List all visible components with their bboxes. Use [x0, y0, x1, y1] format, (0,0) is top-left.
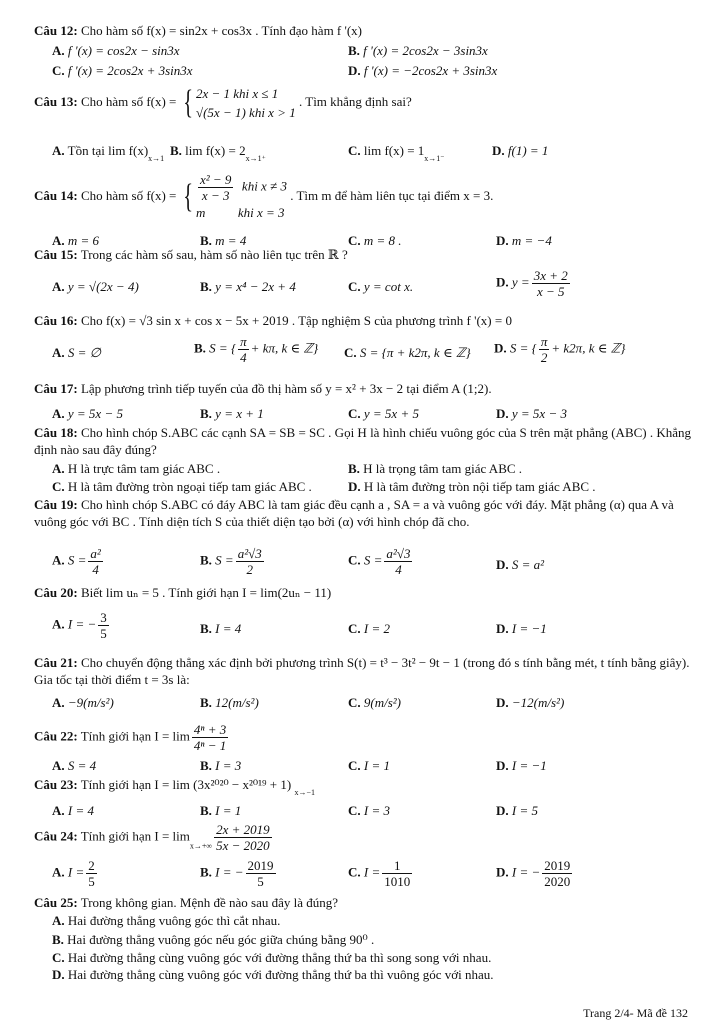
answer-a[interactable]: A. I = 4 — [52, 803, 94, 818]
answer-b[interactable]: B. I = − $\frac{2019}{5}$ — [200, 858, 274, 889]
question-label: Câu 19: — [34, 497, 78, 512]
question-12 — [34, 22, 704, 39]
answer-b[interactable]: B. $\lim f(x) = 2_{x\to 1^+}$ — [170, 143, 266, 163]
fraction: $\frac{2019}{5}$ — [247, 858, 274, 889]
fraction: $\frac{\text{a²√3}}{4}$ — [386, 546, 411, 577]
question-16 — [34, 312, 704, 329]
answer-b[interactable]: B. y = x⁴ − 2x + 4 — [200, 279, 296, 294]
question-label: Câu 22: — [34, 728, 78, 744]
question-text-end: . Tìm khẳng định sai? — [298, 93, 412, 109]
answer-d[interactable]: D. f(1) = 1 — [492, 143, 549, 158]
fraction: $\frac{\text{a²}}{4}$ — [90, 546, 101, 577]
answer-a[interactable]: A. −9(m/s²) — [52, 695, 114, 710]
fraction: $\frac{3}{5}$ — [100, 610, 107, 641]
answer-a[interactable]: A. y = √(2x − 4) — [52, 279, 139, 294]
answer-a[interactable]: A. S = 4 — [52, 758, 97, 773]
fraction: $\frac{\text{x² − 9}}{x - 3}$ — [199, 172, 232, 203]
answer-c[interactable]: C. y = cot x. — [348, 279, 414, 294]
limit-subscript: x→−1 — [294, 788, 315, 797]
question-label: Câu 20: — [34, 585, 78, 600]
question-text: Trong không gian. Mệnh đề nào sau đây là đúng? — [80, 895, 339, 910]
question-label: Câu 17: — [34, 381, 78, 396]
answer-d[interactable]: D. I = −1 — [496, 758, 547, 773]
question-25 — [34, 894, 704, 911]
fraction: $\frac{1}{1010}$ — [384, 858, 411, 889]
question-text: Cho hàm số f(x) = sin2x + cos3x . Tính đạo hàm f '(x) — [80, 23, 363, 38]
question-label: Câu 15: — [34, 247, 78, 262]
question-23 — [34, 776, 704, 801]
question-22 — [34, 722, 704, 753]
answer-b[interactable]: B. f '(x) = 2cos2x − 3sin3x — [348, 43, 488, 58]
answer-b[interactable]: B. y = x + 1 — [200, 406, 264, 421]
answer-a[interactable]: A. Tồn tại $\lim f(x)_{x\to 1}$ — [52, 143, 165, 163]
answer-b[interactable]: B. Hai đường thẳng vuông góc nếu góc giữa chúng bằng 90⁰ . — [52, 932, 375, 947]
answer-c[interactable]: C. I = 3 — [348, 803, 390, 818]
question-text-end: . Tìm m để hàm liên tục tại điểm x = 3. — [290, 187, 494, 203]
fraction: $\frac{\pi}{4}$ — [240, 334, 247, 365]
answer-d[interactable]: D. I = − $\frac{2019}{2020}$ — [496, 858, 571, 889]
question-20 — [34, 584, 704, 601]
fraction: $\frac{2x + 2019}{5x - 2020}$ — [216, 822, 270, 853]
answer-d[interactable]: D. I = −1 — [496, 621, 547, 636]
question-text: Cho hàm số f(x) = — [80, 93, 177, 109]
answer-b[interactable]: B. I = 4 — [200, 621, 242, 636]
question-text: Cho chuyển động thẳng xác định bởi phương trình S(t) = t³ − 3t² − 9t − 1 (trong đó s tính bằng mét, t tính bằng giây). Gia tốc tại thời điểm t = 3s là: — [34, 655, 690, 687]
answer-a[interactable]: A. S = ∅ — [52, 345, 101, 360]
answer-b[interactable]: B. H là trọng tâm tam giác ABC . — [348, 461, 523, 476]
fraction: $\frac{2}{5}$ — [88, 858, 95, 889]
answer-a[interactable]: A. I = $\frac{2}{5}$ — [52, 858, 95, 889]
question-label: Câu 16: — [34, 313, 78, 328]
answer-b[interactable]: B. 12(m/s²) — [200, 695, 259, 710]
answer-a[interactable]: A. S = $\frac{\text{a²}}{4}$ — [52, 546, 101, 577]
limit-subscript: x→+∞ — [189, 841, 213, 851]
piecewise-cases: $\frac{\text{x² − 9}}{x - 3}$ khi x ≠ 3 m khi x = 3 — [195, 172, 287, 220]
answer-b[interactable]: B. I = 3 — [200, 758, 242, 773]
answer-b[interactable]: B. m = 4 — [200, 233, 247, 248]
question-text: Tính giới hạn I = lim — [80, 728, 190, 744]
question-label: Câu 25: — [34, 895, 78, 910]
question-24 — [34, 822, 704, 854]
question-18 — [34, 424, 704, 458]
question-label: Câu 13: — [34, 93, 78, 109]
question-text: Cho f(x) = √3 sin x + cos x − 5x + 2019 . Tập nghiệm S của phương trình f '(x) = 0 — [80, 313, 512, 328]
answer-c[interactable]: C. y = 5x + 5 — [348, 406, 419, 421]
question-label: Câu 14: — [34, 187, 78, 203]
answer-a[interactable]: A. m = 6 — [52, 233, 100, 248]
question-text: Cho hình chóp S.ABC có đáy ABC là tam giác đều cạnh a , SA = a và vuông góc với đáy. Mặt phẳng (α) qua A và vuông góc với BC . Tính diện tích S của thiết diện tạo bởi (α) với hình chóp đã cho. — [34, 497, 674, 529]
answer-c[interactable]: C. Hai đường thẳng cùng vuông góc với đường thẳng thứ ba thì song song với nhau. — [52, 950, 492, 965]
answer-c[interactable]: C. f '(x) = 2cos2x + 3sin3x — [52, 63, 193, 78]
question-text: Cho hình chóp S.ABC các cạnh SA = SB = SC . Gọi H là hình chiếu vuông góc của S trên mặt phẳng (ABC) . Khẳng định nào sau đây đúng? — [34, 425, 692, 457]
answer-c[interactable]: C. 9(m/s²) — [348, 695, 402, 710]
answer-b[interactable]: B. S = { $\frac{\pi}{4}$ + kπ, k ∈ ℤ} — [194, 334, 319, 365]
question-13 — [34, 84, 704, 122]
answer-a[interactable]: A. Hai đường thẳng vuông góc thì cắt nhau. — [52, 913, 281, 928]
answer-a[interactable]: A. H là trực tâm tam giác ABC . — [52, 461, 221, 476]
question-17 — [34, 380, 704, 397]
fraction: $\frac{2019}{2020}$ — [544, 858, 571, 889]
question-text: Lập phương trình tiếp tuyến của đồ thị hàm số y = x² + 3x − 2 tại điểm A (1;2). — [80, 381, 492, 396]
question-label: Câu 23: — [34, 777, 78, 792]
question-label: Câu 24: — [34, 828, 78, 844]
answer-c[interactable]: C. m = 8 . — [348, 233, 402, 248]
question-text: Tính giới hạn I = lim (3x²⁰²⁰ − x²⁰¹⁹ + 1) — [80, 777, 292, 792]
answer-c[interactable]: C. S = $\frac{\text{a²√3}}{4}$ — [348, 546, 411, 577]
answer-b[interactable]: B. S = $\frac{\text{a²√3}}{2}$ — [200, 546, 262, 577]
fraction: $\frac{\text{a²√3}}{2}$ — [237, 546, 262, 577]
question-label: Câu 21: — [34, 655, 78, 670]
answer-a[interactable]: A. I = − $\frac{3}{5}$ — [52, 610, 107, 641]
page-footer: Trang 2/4- Mã đề 132 — [583, 1006, 688, 1020]
question-19 — [34, 496, 704, 530]
question-label: Câu 18: — [34, 425, 78, 440]
answer-c[interactable]: C. I = 1 — [348, 758, 390, 773]
answer-a[interactable]: A. y = 5x − 5 — [52, 406, 123, 421]
question-14 — [34, 172, 704, 222]
answer-d[interactable]: D. S = { $\frac{\pi}{2}$ + k2π, k ∈ ℤ} — [494, 334, 626, 365]
answer-d[interactable]: D. −12(m/s²) — [496, 695, 565, 710]
answer-b[interactable]: B. I = 1 — [200, 803, 242, 818]
question-15 — [34, 246, 704, 263]
question-21 — [34, 654, 704, 688]
answer-d[interactable]: D. f '(x) = −2cos2x + 3sin3x — [348, 63, 498, 78]
fraction: $\frac{\pi}{2}$ — [540, 334, 548, 365]
brace-symbol: { — [182, 84, 193, 121]
answer-c[interactable]: C. I = $\frac{1}{1010}$ — [348, 858, 411, 889]
answer-c[interactable]: C. S = {π + k2π, k ∈ ℤ} — [344, 345, 471, 360]
answer-d[interactable]: D. y = $\frac{3x + 2}{x - 5}$ — [496, 268, 568, 299]
answer-c[interactable]: C. $\lim f(x) = 1_{x\to 1^-}$ — [348, 143, 445, 163]
answer-d[interactable]: D. y = 5x − 3 — [496, 406, 567, 421]
question-label: Câu 12: — [34, 23, 78, 38]
answer-d[interactable]: D. H là tâm đường tròn nội tiếp tam giác ABC . — [348, 479, 596, 494]
answer-d[interactable]: D. S = a² — [496, 557, 545, 572]
question-text: Trong các hàm số sau, hàm số nào liên tục trên ℝ ? — [80, 247, 348, 262]
question-text: Tính giới hạn I = lim — [80, 828, 190, 844]
piecewise-cases: 2x − 1 khi x ≤ 1 √(5x − 1) khi x > 1 — [195, 86, 296, 120]
brace-symbol: { — [182, 178, 193, 215]
answer-c[interactable]: C. I = 2 — [348, 621, 390, 636]
answer-c[interactable]: C. H là tâm đường tròn ngoại tiếp tam giác ABC . — [52, 479, 312, 494]
question-text: Cho hàm số f(x) = — [80, 187, 177, 203]
answer-d[interactable]: D. I = 5 — [496, 803, 538, 818]
fraction: $\frac{3x + 2}{x - 5}$ — [533, 268, 568, 299]
fraction: $\frac{\text{4ⁿ + 3}}{\text{4ⁿ − 1}}$ — [193, 722, 227, 753]
answer-a[interactable]: A. f '(x) = cos2x − sin3x — [52, 43, 180, 58]
answer-d[interactable]: D. Hai đường thẳng cùng vuông góc với đường thẳng thứ ba thì vuông góc với nhau. — [52, 967, 494, 982]
answer-d[interactable]: D. m = −4 — [496, 233, 552, 248]
question-text: Biết lim uₙ = 5 . Tính giới hạn I = lim(2uₙ − 11) — [80, 585, 332, 600]
